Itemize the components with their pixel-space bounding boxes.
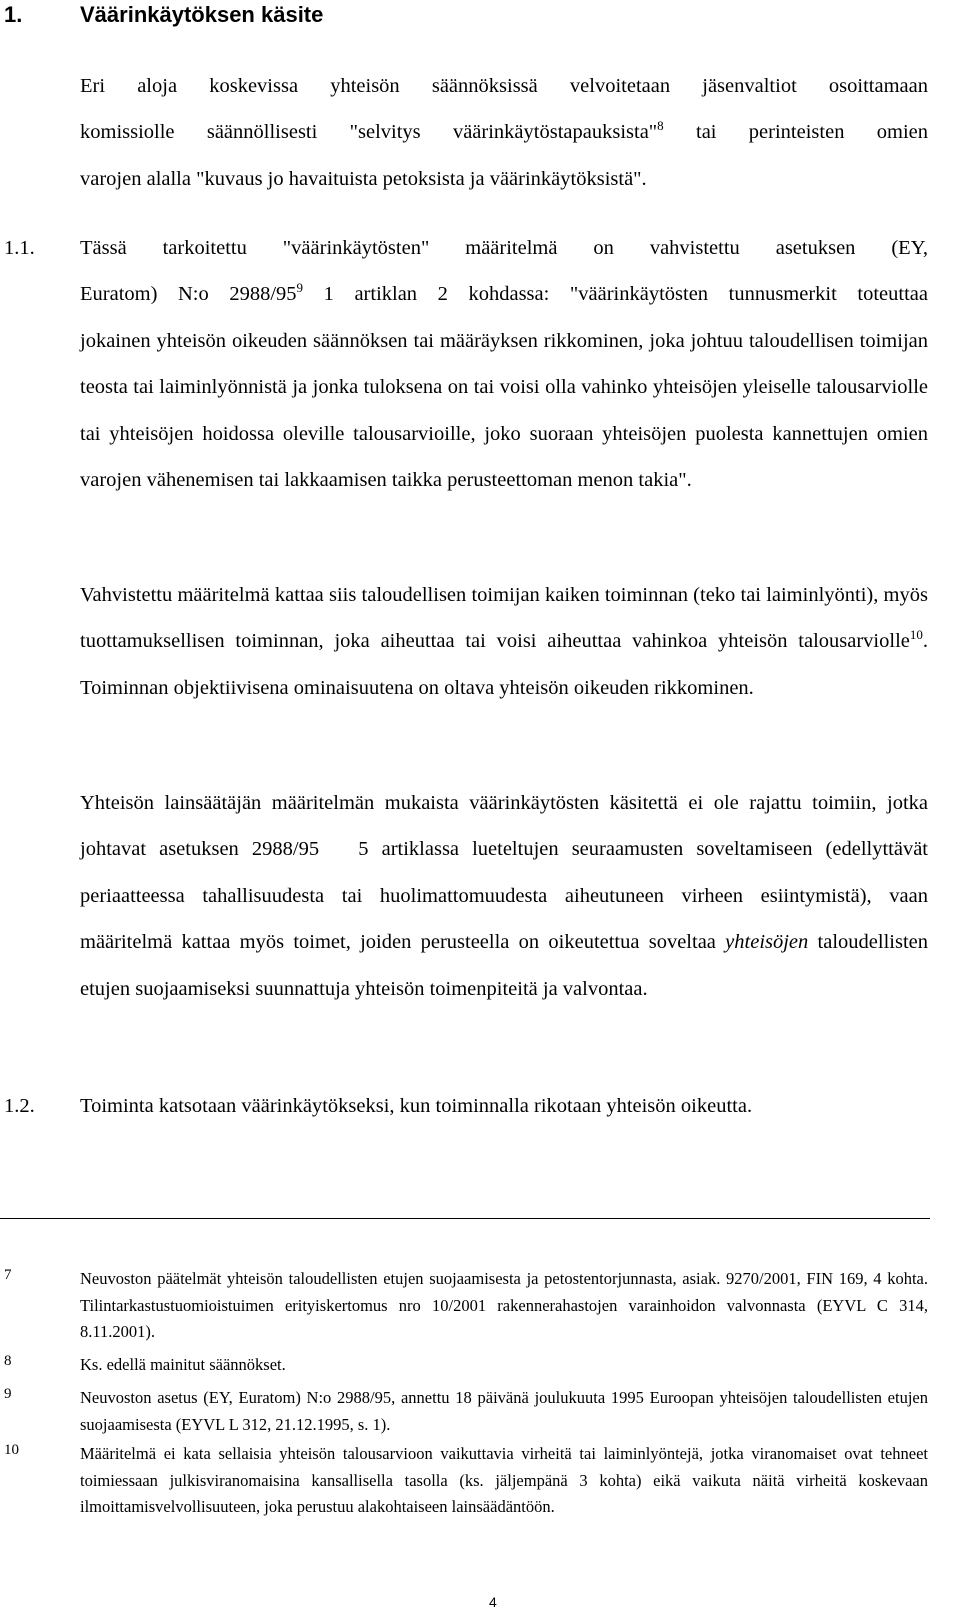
subsection-1-2-number: 1.2.	[4, 1095, 35, 1117]
legislator-definition-italic: yhteisöjen	[725, 931, 809, 954]
page-number: 4	[489, 1594, 497, 1610]
footnote-9-number: 9	[4, 1386, 12, 1402]
footnote-ref-8: 8	[657, 118, 664, 134]
footnote-8-text: Ks. edellä mainitut säännökset.	[80, 1355, 286, 1374]
footnote-10-text: Määritelmä ei kata sellaisia yhteisön talousarvioon vaikuttavia virheitä tai laiminlyöntejä, jotka viranomaiset ovat tehneet toimiessaan julkisviranomaisina kansallisella tasolla (ks. jäljempänä 3 kohta) eikä vaikuta näitä virheitä koskevaan ilmoittamisvelvollisuuteen, joka perustuu alakohtaiseen lainsäädäntöön.	[80, 1444, 928, 1517]
legislator-definition-text-a: Yhteisön lainsäätäjän määritelmän mukaista väärinkäytösten käsitettä ei ole rajattu toimiin, jotka johtavat asetuksen 2988/95 5 artiklassa lueteltujen seuraamusten soveltamiseen (edellyttävät periaatteessa tahallisuudesta tai huolimattomuudesta aiheutuneen virheen esiintymistä), vaan määritelmä kattaa myös toimet, joiden perusteella on oikeutettua soveltaa	[80, 792, 934, 954]
intro-line-2	[80, 109, 928, 155]
subsection-1-1-line-2	[80, 271, 928, 317]
definition-scope-text-a: Vahvistettu määritelmä kattaa siis taloudellisen toimijan kaiken toiminnan (teko tai laiminlyönti), myös tuottamuksellisen toiminnan, joka aiheuttaa tai voisi aiheuttaa vahinkoa yhteisön talousarviolle	[80, 584, 928, 653]
subsection-1-1-number: 1.1.	[4, 237, 35, 259]
footnote-divider	[0, 1218, 930, 1219]
subsection-1-1-line-1: Tässä tarkoitettu "väärinkäytösten" määritelmä on vahvistettu asetuksen (EY,	[80, 237, 928, 259]
intro-line-2-end: tai perinteisten omien	[696, 121, 929, 144]
footnote-ref-10: 10	[909, 627, 923, 643]
footnote-10-number: 10	[4, 1442, 19, 1458]
intro-line-2-text: komissiolle säännöllisesti "selvitys väärinkäytöstapauksista"	[80, 121, 658, 144]
subsection-1-1-paragraph	[80, 225, 928, 503]
intro-line-3: varojen alalla "kuvaus jo havaituista petoksista ja väärinkäytöksistä".	[80, 167, 647, 190]
footnote-8-number: 8	[4, 1353, 12, 1369]
footnote-ref-9: 9	[296, 280, 304, 296]
footnote-7-text: Neuvoston päätelmät yhteisön taloudellisten etujen suojaamisesta ja petostentorjunnasta, asiak. 9270/2001, FIN 169, 4 kohta. Tilintarkastustuomioistuimen erityiskertomus nro 10/2001 rakennerahastojen varainhoidon valvonnasta (EYVL C 314, 8.11.2001).	[80, 1269, 928, 1342]
section-title: Väärinkäytöksen käsite	[80, 2, 324, 27]
subsection-1-2-text: Toiminta katsotaan väärinkäytökseksi, kun toiminnalla rikotaan yhteisön oikeutta.	[80, 1095, 753, 1117]
footnote-9-text: Neuvoston asetus (EY, Euratom) N:o 2988/95, annettu 18 päivänä joulukuuta 1995 Euroopan yhteisöjen taloudellisten etujen suojaamisesta (EYVL L 312, 21.12.1995, s. 1).	[80, 1388, 928, 1434]
subsection-1-1-line-2b: 1 artiklan 2 kohdassa: "väärinkäytösten tunnusmerkit toteuttaa	[303, 283, 928, 306]
subsection-1-1-line-2a: Euratom) N:o 2988/95	[80, 283, 297, 306]
definition-scope-text-b: . Toiminnan objektiivisena ominaisuutena on oltava yhteisön oikeuden rikkominen.	[80, 630, 928, 699]
section-number: 1.	[4, 2, 23, 27]
definition-scope-paragraph	[80, 572, 928, 711]
legislator-definition-paragraph	[80, 780, 934, 1012]
intro-paragraph	[80, 63, 928, 202]
intro-line-1: Eri aloja koskevissa yhteisön säännöksissä velvoitetaan jäsenvaltiot osoittamaan	[80, 75, 928, 97]
legislator-definition-text-b: taloudellisten etujen suojaamiseksi suunnattuja yhteisön toimenpiteitä ja valvontaa.	[80, 931, 934, 1000]
subsection-1-1-rest: jokainen yhteisön oikeuden säännöksen tai määräyksen rikkominen, joka johtuu taloudellisen toimijan teosta tai laiminlyönnistä ja jonka tuloksena on tai voisi olla vahinko yhteisöjen yleiselle talousarviolle tai yhteisöjen hoidossa oleville talousarvioille, joko suoraan yhteisöjen puolesta kannettujen omien varojen vähenemisen tai lakkaamisen taikka perusteettoman menon takia".	[80, 329, 928, 492]
footnote-7-number: 7	[4, 1267, 12, 1283]
